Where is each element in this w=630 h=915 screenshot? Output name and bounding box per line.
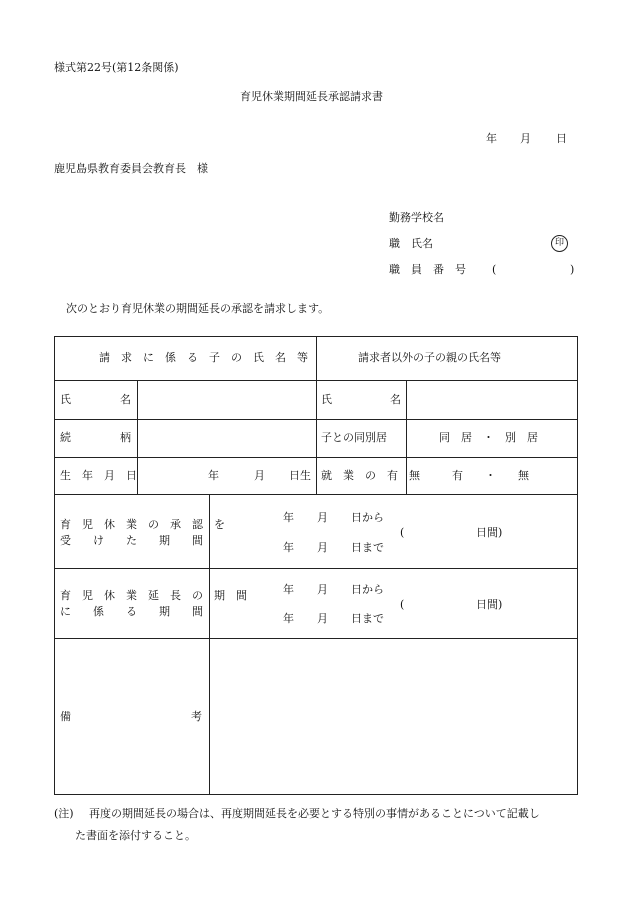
employment-label: 就 業 の 有 無	[321, 469, 420, 482]
seal-mark	[551, 235, 568, 252]
approved-to-year: 年	[283, 541, 294, 554]
child-name-label-2: 名	[120, 393, 131, 406]
parent-name-label-2: 名	[390, 393, 401, 406]
relation-label-2: 柄	[120, 431, 131, 444]
birth-day: 日生	[289, 469, 311, 482]
date-year: 年	[486, 132, 497, 145]
table-line	[577, 336, 578, 795]
date-month: 月	[520, 132, 531, 145]
extension-days-close: 日間)	[476, 598, 503, 611]
extension-from-month: 月	[317, 583, 328, 596]
approved-to-day: 日まで	[351, 541, 384, 554]
relation-label-1: 続	[60, 431, 71, 444]
note-line-2: た書面を添付すること。	[75, 829, 196, 842]
staff-number-paren-open: (	[492, 263, 497, 276]
remarks-field[interactable]	[210, 639, 577, 794]
note-line-1: 再度の期間延長の場合は、再度期間延長を必要とする特別の事情があることについて記載し	[89, 807, 540, 820]
approved-period-label-2: 受 け た 期 間	[60, 534, 203, 547]
note-marker: (注)	[54, 807, 74, 820]
date-day: 日	[556, 132, 567, 145]
extension-to-day: 日まで	[351, 612, 384, 625]
extension-days-open: (	[400, 598, 405, 611]
table-line	[54, 336, 55, 795]
name-label: 職 氏名	[389, 237, 433, 250]
seal-icon: 印	[551, 235, 568, 252]
staff-number-paren-close: )	[570, 263, 575, 276]
child-name-field[interactable]	[138, 381, 316, 419]
cohabitation-label: 子との同別居	[321, 431, 387, 444]
form-number: 様式第22号(第12条関係)	[54, 61, 179, 74]
staff-number-label: 職 員 番 号	[389, 263, 466, 276]
header-other-parent: 請求者以外の子の親の氏名等	[358, 351, 501, 364]
birth-month: 月	[254, 469, 265, 482]
table-line	[54, 568, 578, 569]
extension-period-label-1: 育 児 休 業 延 長 の 期 間	[60, 589, 247, 602]
approved-to-month: 月	[317, 541, 328, 554]
addressee: 鹿児島県教育委員会教育長 様	[54, 162, 208, 175]
approved-days-open: (	[400, 526, 405, 539]
approved-from-month: 月	[317, 511, 328, 524]
child-name-label-1: 氏	[60, 393, 71, 406]
table-line	[54, 494, 578, 495]
approved-from-day: 日から	[351, 511, 384, 524]
extension-from-year: 年	[283, 583, 294, 596]
approved-from-year: 年	[283, 511, 294, 524]
parent-name-field[interactable]	[407, 381, 577, 419]
relation-field[interactable]	[138, 420, 316, 457]
form-title: 育児休業期間延長承認請求書	[240, 90, 383, 103]
birth-year: 年	[208, 469, 219, 482]
extension-to-year: 年	[283, 612, 294, 625]
extension-period-label-2: に 係 る 期 間	[60, 605, 203, 618]
approved-period-label-1: 育 児 休 業 の 承 認 を	[60, 518, 225, 531]
extension-from-day: 日から	[351, 583, 384, 596]
application-table	[54, 336, 578, 795]
remarks-label-2: 考	[191, 710, 202, 723]
intro-text: 次のとおり育児休業の期間延長の承認を請求します。	[66, 302, 330, 315]
remarks-label-1: 備	[60, 710, 71, 723]
birthdate-label: 生 年 月 日	[60, 469, 137, 482]
employment-options[interactable]: 有 ・ 無	[452, 469, 529, 482]
header-child-info: 請 求 に 係 る 子 の 氏 名 等	[99, 351, 308, 364]
extension-to-month: 月	[317, 612, 328, 625]
cohabitation-options[interactable]: 同 居 ・ 別 居	[439, 431, 538, 444]
parent-name-label-1: 氏	[321, 393, 332, 406]
table-line	[316, 336, 317, 494]
approved-days-close: 日間)	[476, 526, 503, 539]
school-label: 勤務学校名	[389, 211, 444, 224]
table-line	[54, 794, 578, 795]
